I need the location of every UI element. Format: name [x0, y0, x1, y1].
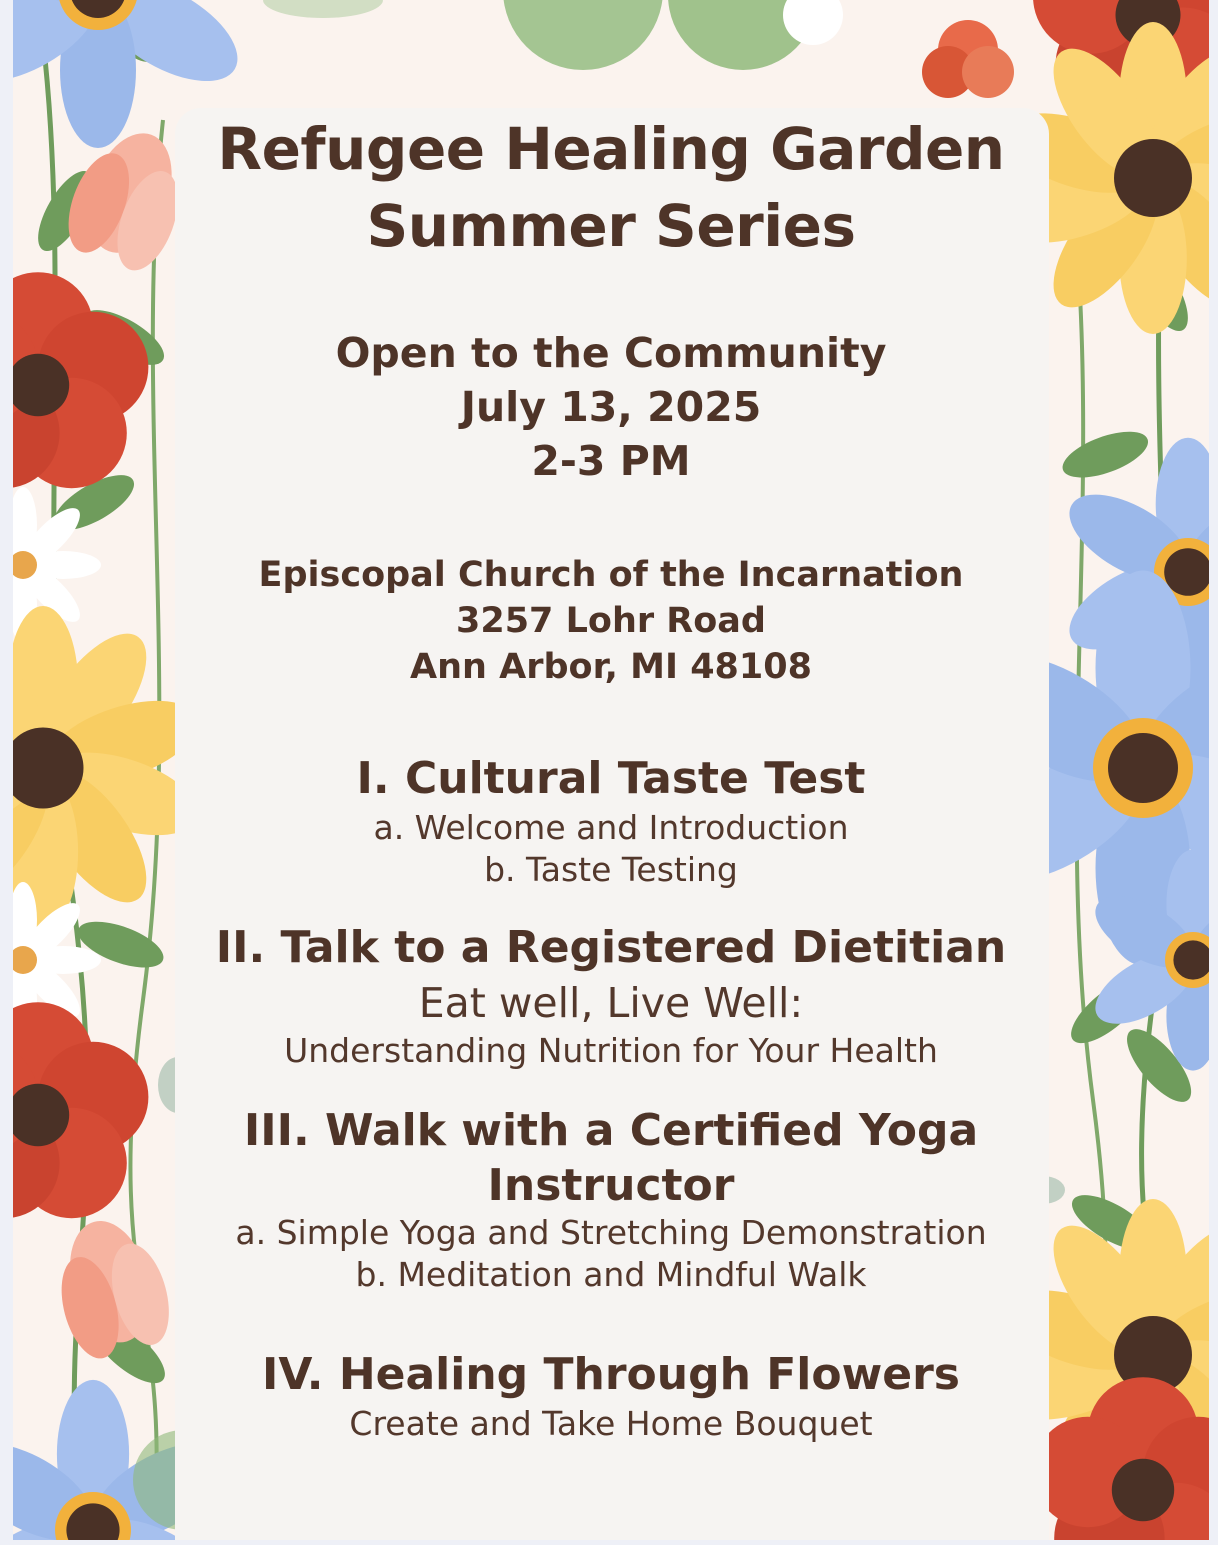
section-4-heading: IV. Healing Through Flowers: [262, 1349, 960, 1400]
event-date: July 13, 2025: [460, 383, 762, 431]
flyer: [13, 0, 1209, 1540]
section-1-item-b: b. Taste Testing: [484, 850, 738, 889]
section-3-item-a: a. Simple Yoga and Stretching Demonstration: [235, 1213, 987, 1252]
section-2-item: Understanding Nutrition for Your Health: [284, 1031, 938, 1070]
event-title-line2: Summer Series: [366, 192, 856, 260]
section-1-heading: I. Cultural Taste Test: [356, 753, 866, 804]
section-2-heading: II. Talk to a Registered Dietitian: [215, 922, 1007, 973]
venue-street: 3257 Lohr Road: [456, 601, 766, 641]
event-time: 2-3 PM: [531, 437, 691, 485]
audience-text: Open to the Community: [335, 329, 887, 377]
venue-name: Episcopal Church of the Incarnation: [258, 555, 964, 595]
section-3-item-b: b. Meditation and Mindful Walk: [355, 1255, 867, 1294]
event-title-line1: Refugee Healing Garden: [217, 115, 1005, 183]
venue-city: Ann Arbor, MI 48108: [410, 647, 812, 687]
section-2-subtitle: Eat well, Live Well:: [418, 979, 804, 1027]
section-4-item: Create and Take Home Bouquet: [349, 1404, 873, 1443]
section-3-heading-line1: III. Walk with a Certified Yoga: [243, 1105, 979, 1156]
section-1-item-a: a. Welcome and Introduction: [373, 808, 849, 847]
section-3-heading-line2: Instructor: [487, 1160, 735, 1211]
